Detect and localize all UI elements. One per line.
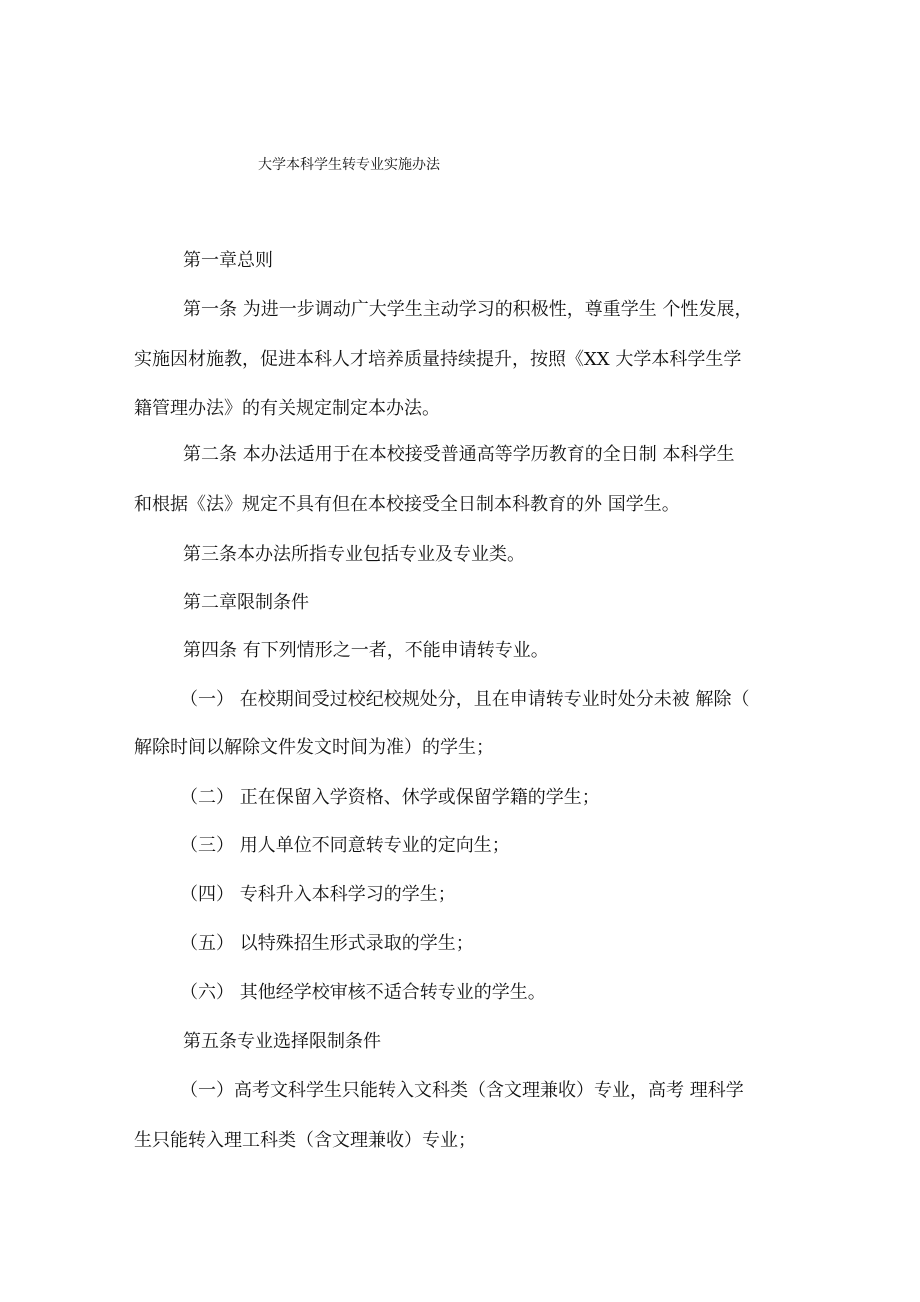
- article-4: 第四条 有下列情形之一者，不能申请转专业。: [183, 640, 549, 661]
- article-5: 第五条专业选择限制条件: [183, 1031, 381, 1052]
- article-4-item-3: （三） 用人单位不同意转专业的定向生；: [180, 835, 510, 856]
- article-1-line-2: 实施因材施教，促进本科人才培养质量持续提升，按照《XX 大学本科学生学: [134, 349, 742, 370]
- article-4-item-2: （二） 正在保留入学资格、休学或保留学籍的学生；: [180, 787, 600, 808]
- chapter-heading: 第一章总则: [183, 250, 273, 271]
- article-4-item-6: （六） 其他经学校审核不适合转专业的学生。: [180, 982, 546, 1003]
- article-4-item-1-line-1: （一） 在校期间受过校纪校规处分，且在申请转专业时处分未被 解除（: [180, 689, 750, 710]
- article-4-item-1-line-2: 解除时间以解除文件发文时间为准）的学生；: [134, 737, 494, 758]
- document-title: 大学本科学生转专业实施办法: [258, 157, 440, 173]
- article-4-item-5: （五） 以特殊招生形式录取的学生；: [180, 933, 474, 954]
- article-1-line-3: 籍管理办法》的有关规定制定本办法。: [134, 398, 440, 419]
- article-5-item-1-line-2: 生只能转入理工科类（含文理兼收）专业；: [134, 1130, 476, 1151]
- article-1-line-1: 第一条 为进一步调动广大学生主动学习的积极性，尊重学生 个性发展，: [183, 299, 753, 320]
- article-5-item-1-line-1: （一）高考文科学生只能转入文科类（含文理兼收）专业，高考 理科学: [180, 1080, 744, 1101]
- article-4-item-4: （四） 专科升入本科学习的学生；: [180, 884, 456, 905]
- article-2-line-1: 第二条 本办法适用于在本校接受普通高等学历教育的全日制 本科学生: [183, 444, 735, 465]
- chapter-heading: 第二章限制条件: [183, 592, 309, 613]
- article-2-line-2: 和根据《法》规定不具有但在本校接受全日制本科教育的外 国学生。: [134, 494, 680, 515]
- article-3: 第三条本办法所指专业包括专业及专业类。: [183, 544, 525, 565]
